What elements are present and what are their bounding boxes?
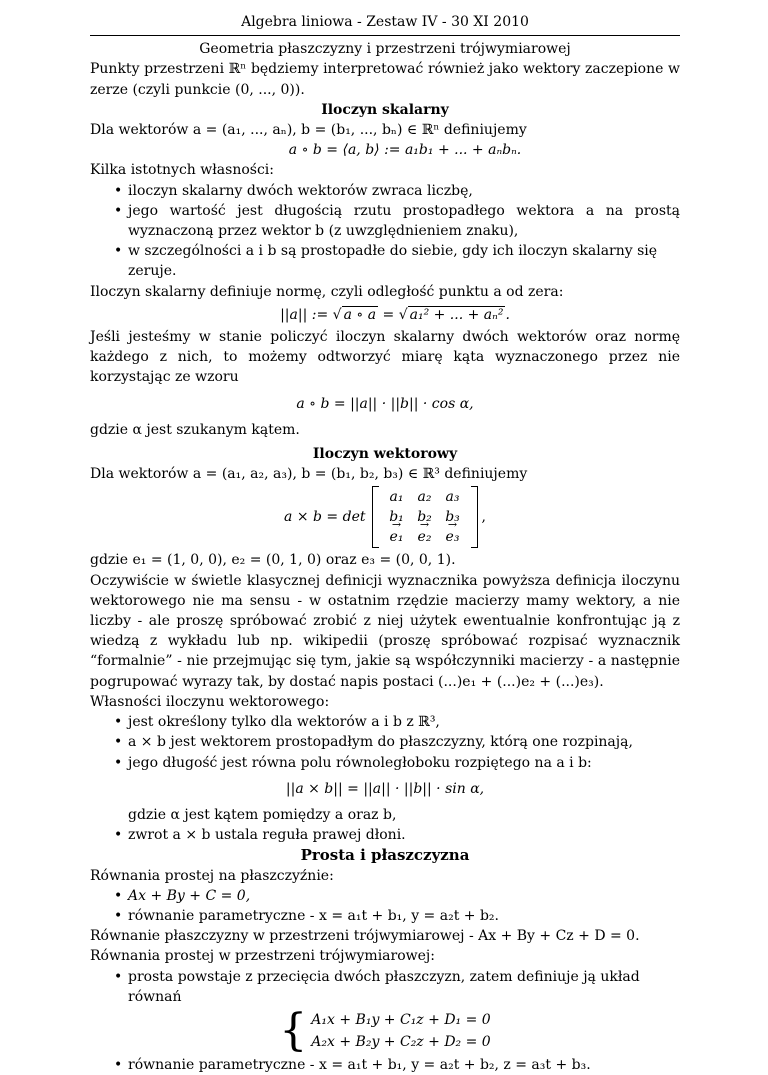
equation-system	[90, 1004, 680, 1056]
cross-props-list	[90, 712, 680, 773]
line2d-heading: Równania prostej na płaszczyźnie:	[90, 867, 334, 884]
cross-length-equation: ||a × b|| = ||a|| · ||b|| · sin α,	[285, 780, 485, 797]
list-item: • iloczyn skalarny dwóch wektorów zwraca liczbę,	[114, 181, 680, 201]
cross-product-paragraph: Oczywiście w świetle klasycznej definicji wyznacznika powyższa definicja iloczynu wektorowego nie ma sensu - w ostatnim rzędzie macierzy mamy wektory, a nie liczby - ale proszę spróbować zrobić z niej użytek ewentualnie konfrontując ją z wiedzą z wykładu lub np. wikipedii (proszę spróbować rozpisać wyznacznik “formalnie” - nie przejmując się tym, jakie są współczynniki macierzy - a następnie pogrupować wyrazy tak, by dostać napis postaci (...)e₁ + (...)e₂ + (...)e₃).	[90, 572, 680, 690]
line3d-list	[90, 967, 680, 1007]
angle-note: gdzie α jest szukanym kątem.	[90, 421, 300, 438]
line2d-list	[90, 886, 680, 926]
list-item: • a × b jest wektorem prostopadłym do płaszczyzny, którą one rozpinają,	[114, 732, 680, 752]
cross-props-list-2	[90, 825, 680, 845]
basis-vectors: gdzie e₁ = (1, 0, 0), e₂ = (0, 1, 0) oraz e₃ = (0, 0, 1).	[90, 552, 456, 569]
matrix-cell: → e₃	[446, 527, 460, 547]
system-equation: A₂x + B₂y + C₂z + D₂ = 0	[311, 1033, 491, 1050]
list-item: • jego wartość jest długością rzutu prostopadłego wektora a na prostą wyznaczoną przez wektor b (z uwzględnieniem znaku),	[114, 201, 680, 241]
cross-product-definition: Dla wektorów a = (a₁, a₂, a₃), b = (b₁, b₂, b₃) ∈ ℝ³ definiujemy	[90, 466, 528, 483]
dot-props-list	[90, 181, 680, 282]
angle-equation: a ∘ b = ||a|| · ||b|| · cos α,	[296, 395, 474, 412]
matrix	[383, 487, 467, 547]
matrix-cell: b₂	[417, 509, 432, 526]
line3d-heading: Równania prostej w przestrzeni trójwymiarowej:	[90, 948, 435, 965]
matrix-cell: a₃	[445, 489, 460, 506]
norm-text: Iloczyn skalarny definiuje normę, czyli odległość punktu a od zera:	[90, 283, 564, 300]
dot-product-definition: Dla wektorów a = (a₁, ..., aₙ), b = (b₁, ..., bₙ) ∈ ℝⁿ definiujemy	[90, 122, 527, 139]
intro-paragraph: Punkty przestrzeni ℝⁿ będziemy interpretować również jako wektory zaczepione w zerze (czyli punkcie (0, ..., 0)).	[90, 61, 680, 98]
cross-length-note: gdzie α jest kątem pomiędzy a oraz b,	[128, 806, 397, 823]
list-item: • jest określony tylko dla wektorów a i b z ℝ³,	[114, 712, 680, 732]
matrix-cell: a₂	[417, 489, 432, 506]
list-item: • zwrot a × b ustala reguła prawej dłoni.	[114, 825, 680, 845]
subtitle: Geometria płaszczyzny i przestrzeni trójwymiarowej	[199, 41, 571, 58]
angle-paragraph: Jeśli jesteśmy w stanie policzyć iloczyn skalarny dwóch wektorów oraz normę każdego z nich, to możemy odtworzyć miarę kąta wyznaczonego przez nie korzystając ze wzoru	[90, 329, 680, 386]
dot-props-heading: Kilka istotnych własności:	[90, 162, 274, 179]
matrix-left-bracket	[372, 486, 379, 548]
matrix-cell: → e₂	[418, 527, 432, 547]
matrix-cell: b₃	[445, 509, 460, 526]
dot-product-equation: a ∘ b = ⟨a, b⟩ := a₁b₁ + ... + aₙbₙ.	[288, 142, 522, 159]
matrix-right-bracket	[471, 486, 478, 548]
section-title-cross-product: Iloczyn wektorowy	[312, 446, 458, 463]
list-item: • równanie parametryczne - x = a₁t + b₁, y = a₂t + b₂, z = a₃t + b₃.	[114, 1055, 680, 1075]
cross-product-equation: a × b = det a₁ a₂ a₃ b₁ b₂ b₃ → e₁ → e₂ → e₃ ,	[90, 486, 680, 548]
list-item: • jego długość jest równa polu równoległoboku rozpiętego na a i b:	[114, 753, 680, 773]
line3d-list-2	[90, 1055, 680, 1075]
plane-equation: Równanie płaszczyzny w przestrzeni trójwymiarowej - Ax + By + Cz + D = 0.	[90, 928, 640, 945]
left-brace: {	[279, 1004, 308, 1056]
norm-equation: ||a|| := √ a ∘ a = √ a₁² + ... + aₙ² .	[280, 306, 510, 323]
section-title-dot-product: Iloczyn skalarny	[321, 101, 449, 118]
list-item: • Ax + By + C = 0,	[114, 886, 680, 906]
page	[90, 12, 680, 1075]
matrix-cell: → e₁	[390, 527, 404, 547]
cross-props-heading: Własności iloczynu wektorowego:	[90, 693, 330, 710]
section-title-line-plane: Prosta i płaszczyzna	[300, 846, 470, 865]
matrix-cell: a₁	[389, 489, 404, 506]
list-item: • równanie parametryczne - x = a₁t + b₁, y = a₂t + b₂.	[114, 906, 680, 926]
list-item: • w szczególności a i b są prostopadłe do siebie, gdy ich iloczyn skalarny się zeruje.	[114, 241, 680, 281]
list-item: • prosta powstaje z przecięcia dwóch płaszczyzn, zatem definiuje ją układ równań	[114, 967, 680, 1007]
page-header: Algebra liniowa - Zestaw IV - 30 XI 2010	[90, 12, 680, 36]
matrix-cell: b₁	[389, 509, 404, 526]
system-equation: A₁x + B₁y + C₁z + D₁ = 0	[311, 1011, 491, 1028]
